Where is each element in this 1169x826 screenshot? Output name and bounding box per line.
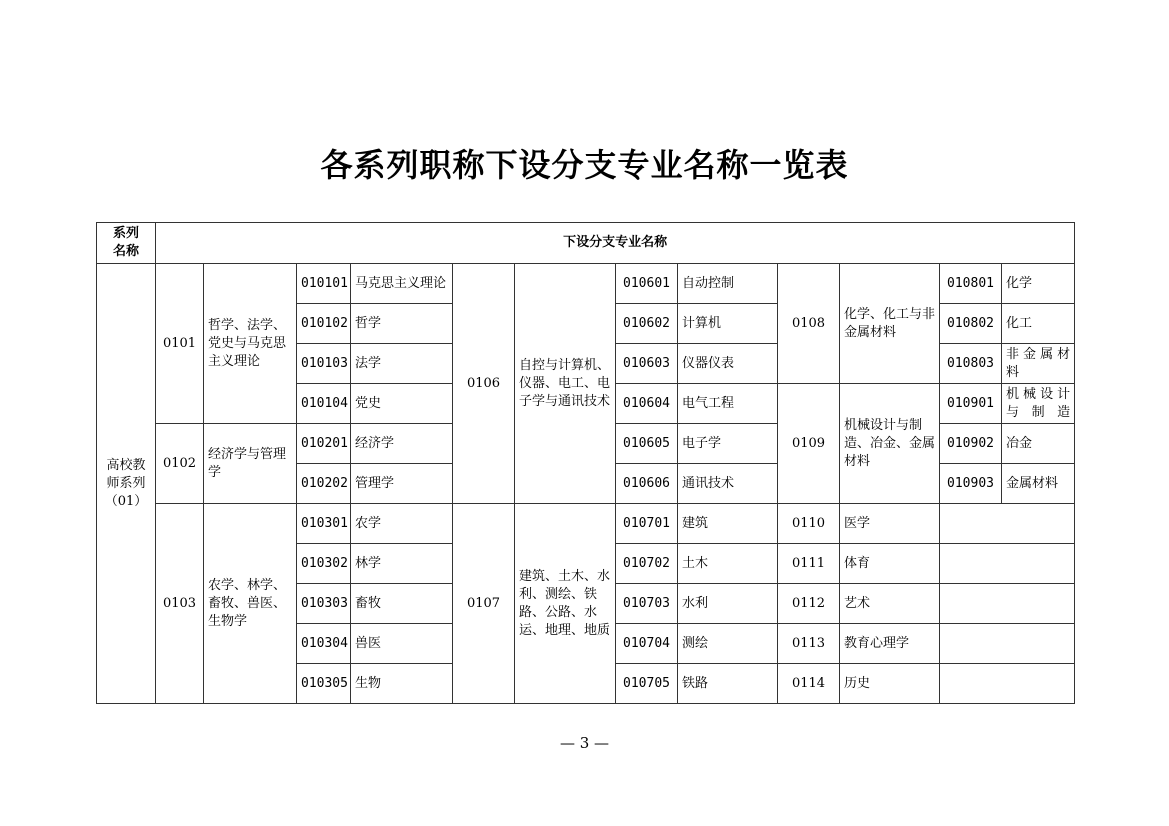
group-name: 建筑、土木、水利、测绘、铁路、公路、水运、地理、地质 [515,504,616,704]
empty-cell [940,624,1075,664]
specialty-code: 010301 [297,504,351,544]
specialty-code: 010202 [297,464,351,504]
specialty-code: 010104 [297,384,351,424]
specialty-name: 土木 [678,544,778,584]
specialty-name: 测绘 [678,624,778,664]
specialty-name: 建筑 [678,504,778,544]
specialty-code: 010903 [940,464,1002,504]
table-header-row [97,223,1075,264]
specialty-table [96,222,1075,704]
group-code: 0102 [156,424,204,504]
specialty-code: 010605 [616,424,678,464]
specialty-code: 010103 [297,344,351,384]
group-code: 0103 [156,504,204,704]
specialty-code: 010102 [297,304,351,344]
table-row [97,264,1075,304]
table-row [97,504,1075,544]
group-name: 历史 [840,664,940,704]
empty-cell [940,584,1075,624]
group-name: 自控与计算机、仪器、电工、电子学与通讯技术 [515,264,616,504]
group-code: 0113 [778,624,840,664]
group-name: 经济学与管理学 [204,424,297,504]
group-name: 农学、林学、畜牧、兽医、生物学 [204,504,297,704]
specialty-code: 010801 [940,264,1002,304]
specialty-code: 010705 [616,664,678,704]
specialty-name: 化学 [1002,264,1075,304]
specialty-code: 010803 [940,344,1002,384]
specialty-code: 010702 [616,544,678,584]
specialty-name: 生物 [351,664,453,704]
specialty-name: 经济学 [351,424,453,464]
specialty-code: 010304 [297,624,351,664]
specialty-name: 管理学 [351,464,453,504]
specialty-code: 010305 [297,664,351,704]
specialty-name: 法学 [351,344,453,384]
group-name: 教育心理学 [840,624,940,664]
specialty-code: 010802 [940,304,1002,344]
specialty-name: 铁路 [678,664,778,704]
specialty-code: 010704 [616,624,678,664]
specialty-name: 非金属材料 [1002,344,1075,384]
empty-cell [940,504,1075,544]
group-code: 0101 [156,264,204,424]
specialty-code: 010302 [297,544,351,584]
group-code: 0109 [778,384,840,504]
specialty-name: 电子学 [678,424,778,464]
page-number: — 3 — [559,734,610,752]
group-name: 机械设计与制造、冶金、金属材料 [840,384,940,504]
specialty-code: 010703 [616,584,678,624]
header-subspecialty: 下设分支专业名称 [156,223,1075,264]
group-code: 0106 [453,264,515,504]
group-code: 0108 [778,264,840,384]
specialty-code: 010604 [616,384,678,424]
specialty-name: 马克思主义理论 [351,264,453,304]
specialty-name: 党史 [351,384,453,424]
specialty-code: 010603 [616,344,678,384]
specialty-name: 化工 [1002,304,1075,344]
specialty-name: 畜牧 [351,584,453,624]
group-code: 0110 [778,504,840,544]
specialty-name: 通讯技术 [678,464,778,504]
specialty-name: 自动控制 [678,264,778,304]
specialty-code: 010201 [297,424,351,464]
group-code: 0112 [778,584,840,624]
header-series-name: 系列 名称 [97,223,156,264]
specialty-code: 010606 [616,464,678,504]
specialty-name: 兽医 [351,624,453,664]
series-name-cell: 高校教师系列（01） [97,264,156,704]
specialty-name: 林学 [351,544,453,584]
group-name: 体育 [840,544,940,584]
group-name: 医学 [840,504,940,544]
specialty-name: 冶金 [1002,424,1075,464]
specialty-code: 010601 [616,264,678,304]
empty-cell [940,664,1075,704]
group-code: 0107 [453,504,515,704]
group-code: 0114 [778,664,840,704]
group-name: 化学、化工与非金属材料 [840,264,940,384]
specialty-name: 哲学 [351,304,453,344]
group-code: 0111 [778,544,840,584]
specialty-name: 电气工程 [678,384,778,424]
specialty-name: 农学 [351,504,453,544]
specialty-name: 机械设计与制造 [1002,384,1075,424]
document-title: 各系列职称下设分支专业名称一览表 [320,146,849,184]
specialty-code: 010602 [616,304,678,344]
group-name: 哲学、法学、党史与马克思主义理论 [204,264,297,424]
specialty-name: 水利 [678,584,778,624]
specialty-code: 010101 [297,264,351,304]
specialty-name: 计算机 [678,304,778,344]
empty-cell [940,544,1075,584]
specialty-code: 010901 [940,384,1002,424]
specialty-code: 010701 [616,504,678,544]
specialty-code: 010902 [940,424,1002,464]
specialty-name: 金属材料 [1002,464,1075,504]
group-name: 艺术 [840,584,940,624]
specialty-code: 010303 [297,584,351,624]
specialty-name: 仪器仪表 [678,344,778,384]
